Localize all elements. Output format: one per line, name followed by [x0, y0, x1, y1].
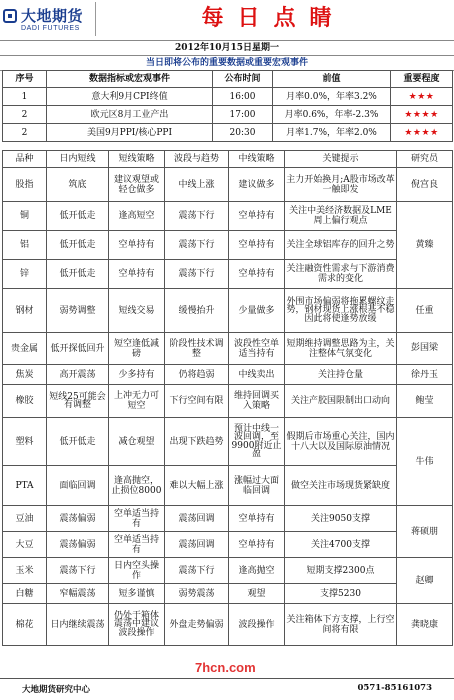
logo-english-name: DADI FUTURES [21, 25, 80, 32]
commodity-name: 白糖 [3, 584, 47, 604]
mid-strategy: 波段性空单适当持有 [229, 333, 285, 365]
intraday-view: 震荡偏弱 [47, 506, 109, 532]
analyst: 徐丹玉 [397, 365, 453, 385]
logo-chinese-name: 大地期货 [21, 7, 84, 25]
event-importance-stars: ★★★★ [391, 106, 453, 124]
analyst: 黄臻 [397, 202, 453, 289]
intraday-view: 低开低走 [47, 231, 109, 260]
trend-view: 难以大幅上涨 [165, 466, 229, 506]
event-importance-stars: ★★★ [391, 88, 453, 106]
mid-strategy: 波段操作 [229, 604, 285, 646]
header-trend: 波段与趋势 [165, 151, 229, 168]
analyst: 彭国梁 [397, 333, 453, 365]
mid-strategy: 逢高抛空 [229, 558, 285, 584]
footer [0, 678, 454, 699]
event-no: 2 [3, 124, 47, 142]
short-strategy: 建议观望或轻仓做多 [109, 168, 165, 202]
page-title: 每日点睛 [95, 2, 451, 36]
commodity-name: 大豆 [3, 532, 47, 558]
events-header-time: 公布时间 [213, 71, 273, 88]
trend-view: 弱势震荡 [165, 584, 229, 604]
events-row [3, 88, 453, 106]
trend-view: 震荡回调 [165, 506, 229, 532]
key-tip: 关注4700支撑 [285, 532, 397, 558]
analyst: 赵卿 [397, 558, 453, 604]
key-tip: 关注箱体下方支撑，上行空间将有限 [285, 604, 397, 646]
trend-view: 震荡下行 [165, 231, 229, 260]
short-strategy: 逢高抛空，止损位8000 [109, 466, 165, 506]
commodity-name: 钢材 [3, 289, 47, 333]
commodity-row [3, 231, 453, 260]
mid-strategy: 空单持有 [229, 506, 285, 532]
event-time: 20:30 [213, 124, 273, 142]
commodity-row [3, 202, 453, 231]
event-prev: 月率0.0%，年率3.2% [273, 88, 391, 106]
event-time: 17:00 [213, 106, 273, 124]
key-tip: 假期后市场重心关注，国内十八大以及国际原油情况 [285, 418, 397, 466]
events-header-row [3, 71, 453, 88]
header-intraday: 日内短线 [47, 151, 109, 168]
event-name: 意大利9月CPI终值 [47, 88, 213, 106]
header-key-tip: 关键提示 [285, 151, 397, 168]
report-date: 2012年10月15日星期一 [0, 40, 454, 55]
trend-view: 震荡回调 [165, 532, 229, 558]
key-tip: 短期支撑2300点 [285, 558, 397, 584]
event-importance-stars: ★★★★ [391, 124, 453, 142]
mid-strategy: 涨幅过大面临回调 [229, 466, 285, 506]
commodity-name: PTA [3, 466, 47, 506]
short-strategy: 空单持有 [109, 231, 165, 260]
site-watermark: 7hcn.com [195, 660, 256, 675]
intraday-view: 高开震荡 [47, 365, 109, 385]
commodity-name: 铝 [3, 231, 47, 260]
commodity-row [3, 506, 453, 532]
key-tip: 短期维持调整思路为主，关注整体气氛变化 [285, 333, 397, 365]
short-strategy: 少多持有 [109, 365, 165, 385]
commodity-table [2, 150, 453, 646]
events-row [3, 106, 453, 124]
short-strategy: 上冲无力可短空 [109, 385, 165, 418]
mid-strategy: 建议做多 [229, 168, 285, 202]
key-tip: 关注全球铝库存的回升之势 [285, 231, 397, 260]
commodity-row [3, 289, 453, 333]
events-header-no: 序号 [3, 71, 47, 88]
short-strategy: 日内空头操作 [109, 558, 165, 584]
short-strategy: 逢高短空 [109, 202, 165, 231]
commodity-name: 玉米 [3, 558, 47, 584]
event-no: 2 [3, 106, 47, 124]
events-row [3, 124, 453, 142]
events-table [2, 70, 453, 142]
trend-view: 中线上涨 [165, 168, 229, 202]
commodity-name: 橡胶 [3, 385, 47, 418]
key-tip: 关注9050支撑 [285, 506, 397, 532]
events-header-importance: 重要程度 [391, 71, 453, 88]
short-strategy: 空单适当持有 [109, 506, 165, 532]
trend-view: 震荡下行 [165, 558, 229, 584]
intraday-view: 短线25可能会有调整 [47, 385, 109, 418]
header-mid-strategy: 中线策略 [229, 151, 285, 168]
footer-phone: 0571-85161073 [357, 683, 432, 693]
event-time: 16:00 [213, 88, 273, 106]
short-strategy: 短线交易 [109, 289, 165, 333]
commodity-name: 棉花 [3, 604, 47, 646]
commodity-row [3, 365, 453, 385]
commodity-name: 锌 [3, 260, 47, 289]
mid-strategy: 空单持有 [229, 202, 285, 231]
event-prev: 月率0.6%，年率-2.3% [273, 106, 391, 124]
trend-view: 下行空间有限 [165, 385, 229, 418]
commodity-row [3, 604, 453, 646]
short-strategy: 短空逢低减磅 [109, 333, 165, 365]
short-strategy: 减仓观望 [109, 418, 165, 466]
analyst: 牛伟 [397, 418, 453, 506]
commodity-name: 贵金属 [3, 333, 47, 365]
company-logo [3, 3, 91, 37]
trend-view: 震荡下行 [165, 260, 229, 289]
commodity-row [3, 466, 453, 506]
header-short-strategy: 短线策略 [109, 151, 165, 168]
events-section-title: 当日即将公布的重要数据或重要宏观事件 [0, 55, 454, 71]
intraday-view: 筑底 [47, 168, 109, 202]
trend-view: 外盘走势偏弱 [165, 604, 229, 646]
analyst: 倪宫良 [397, 168, 453, 202]
short-strategy: 短多谨慎 [109, 584, 165, 604]
commodity-name: 塑料 [3, 418, 47, 466]
trend-view: 震荡下行 [165, 202, 229, 231]
mid-strategy: 维持回调买入策略 [229, 385, 285, 418]
commodity-row [3, 168, 453, 202]
mid-strategy: 观望 [229, 584, 285, 604]
commodity-header-row [3, 151, 453, 168]
intraday-view: 低开低走 [47, 260, 109, 289]
footer-organization: 大地期货研究中心 [22, 685, 91, 695]
commodity-name: 铜 [3, 202, 47, 231]
event-no: 1 [3, 88, 47, 106]
key-tip: 做空关注市场现货紧缺度 [285, 466, 397, 506]
intraday-view: 低开低走 [47, 418, 109, 466]
commodity-row [3, 385, 453, 418]
key-tip: 主力开始换月;A股市场改革一触即发 [285, 168, 397, 202]
key-tip: 关注中美经济数据及LME周上偏行观点 [285, 202, 397, 231]
mid-strategy: 空单持有 [229, 231, 285, 260]
key-tip: 关注持仓量 [285, 365, 397, 385]
intraday-view: 低开探低回升 [47, 333, 109, 365]
short-strategy: 空单适当持有 [109, 532, 165, 558]
mid-strategy: 少量做多 [229, 289, 285, 333]
commodity-row [3, 260, 453, 289]
short-strategy: 仍处于箱体震荡中建议波段操作 [109, 604, 165, 646]
event-prev: 月率1.7%，年率2.0% [273, 124, 391, 142]
trend-view: 阶段性技术调整 [165, 333, 229, 365]
short-strategy: 空单持有 [109, 260, 165, 289]
commodity-name: 焦炭 [3, 365, 47, 385]
commodity-row [3, 558, 453, 584]
intraday-view: 窄幅震荡 [47, 584, 109, 604]
key-tip: 外围市场偏弱将拖累螺纹走势，钢材现货上涨根基不稳因此将使逢势放缓 [285, 289, 397, 333]
commodity-row [3, 532, 453, 558]
commodity-name: 豆油 [3, 506, 47, 532]
mid-strategy: 空单持有 [229, 260, 285, 289]
logo-mark-icon [3, 9, 17, 23]
mid-strategy: 预计中线一波回调，至9900附近止盈 [229, 418, 285, 466]
header-analyst: 研究员 [397, 151, 453, 168]
analyst: 任重 [397, 289, 453, 333]
event-name: 美国9月PPI/核心PPI [47, 124, 213, 142]
events-header-event: 数据指标或宏观事件 [47, 71, 213, 88]
analyst: 鲍莹 [397, 385, 453, 418]
commodity-row [3, 584, 453, 604]
intraday-view: 面临回调 [47, 466, 109, 506]
mid-strategy: 中线卖出 [229, 365, 285, 385]
intraday-view: 震荡偏弱 [47, 532, 109, 558]
key-tip: 关注产胶国限制出口动向 [285, 385, 397, 418]
intraday-view: 弱势调整 [47, 289, 109, 333]
analyst: 蒋硕朋 [397, 506, 453, 558]
header [0, 0, 454, 40]
key-tip: 关注融资性需求与下游消费需求的变化 [285, 260, 397, 289]
key-tip: 支撑5230 [285, 584, 397, 604]
trend-view: 出现下跌趋势 [165, 418, 229, 466]
trend-view: 仍将趋弱 [165, 365, 229, 385]
intraday-view: 低开低走 [47, 202, 109, 231]
intraday-view: 日内继续震荡 [47, 604, 109, 646]
commodity-name: 股指 [3, 168, 47, 202]
trend-view: 缓慢抬升 [165, 289, 229, 333]
event-name: 欧元区8月工业产出 [47, 106, 213, 124]
mid-strategy: 空单持有 [229, 532, 285, 558]
commodity-row [3, 418, 453, 466]
header-commodity: 品种 [3, 151, 47, 168]
intraday-view: 震荡下行 [47, 558, 109, 584]
commodity-row [3, 333, 453, 365]
analyst: 龚晓康 [397, 604, 453, 646]
events-header-prev: 前值 [273, 71, 391, 88]
